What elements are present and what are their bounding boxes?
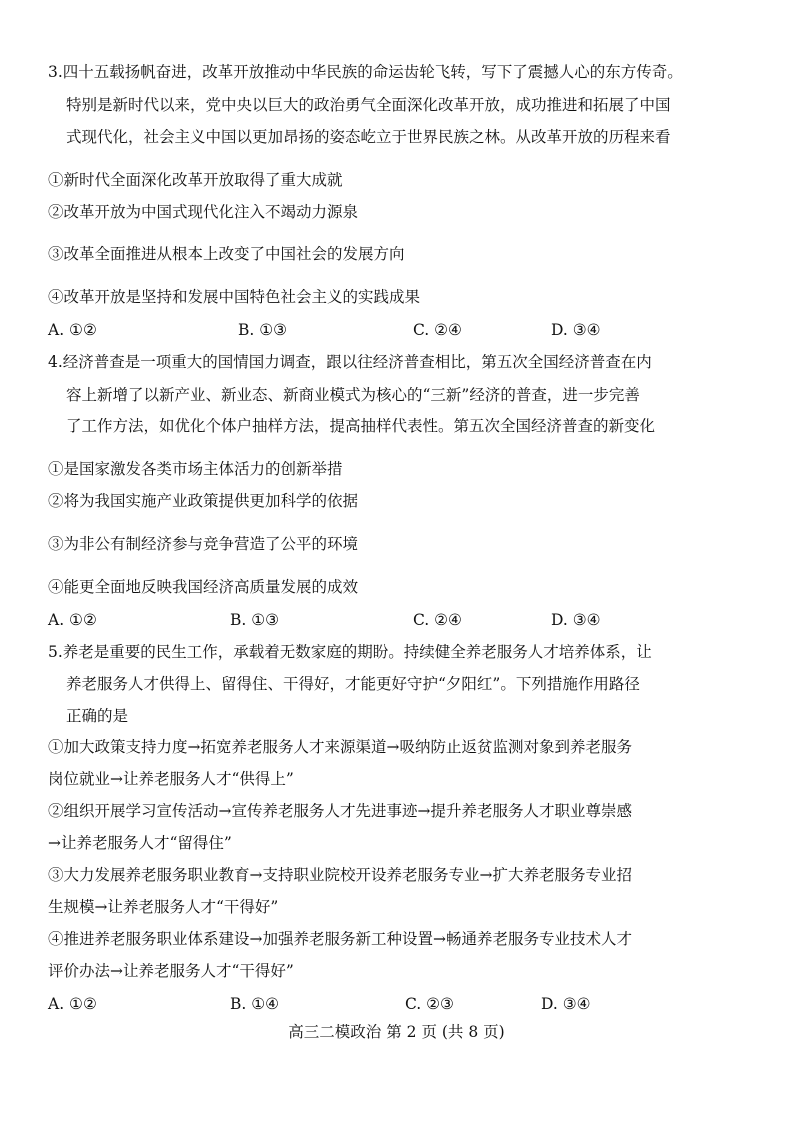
q5-statement-4-line-2: 评价办法→让养老服务人才“干得好” [48,962,294,980]
q3-statement-3: ③改革全面推进从根本上改变了中国社会的发展方向 [48,245,405,263]
q5-statement-3-line-2: 生规模→让养老服务人才“干得好” [48,898,279,916]
q3-statement-4: ④改革开放是坚持和发展中国特色社会主义的实践成果 [48,288,421,306]
q5-number: 5. [48,643,63,661]
q4-statement-2: ②将为我国实施产业政策提供更加科学的依据 [48,492,359,510]
q3-stem-line-1: 3.四十五载扬帆奋进，改革开放推动中华民族的命运齿轮飞转，写下了震撼人心的东方传奇。 [48,63,683,81]
q5-option-a[interactable]: A. ①② [48,995,97,1013]
q4-statement-3: ③为非公有制经济参与竞争营造了公平的环境 [48,535,359,553]
q4-option-c[interactable]: C. ②④ [413,611,462,629]
q3-statement-2: ②改革开放为中国式现代化注入不竭动力源泉 [48,203,359,221]
q5-option-b[interactable]: B. ①④ [230,995,280,1013]
q3-option-a[interactable]: A. ①② [48,321,97,339]
q4-number: 4. [48,353,63,371]
q3-option-c[interactable]: C. ②④ [413,321,462,339]
q5-option-d[interactable]: D. ③④ [541,995,591,1013]
q5-stem-line-2: 养老服务人才供得上、留得住、干得好，才能更好守护“夕阳红”。下列措施作用路径 [66,675,640,693]
page-footer: 高三二模政治 第 2 页 (共 8 页) [288,1023,505,1041]
q4-stem-line-2: 容上新增了以新产业、新业态、新商业模式为核心的“三新”经济的普查，进一步完善 [66,386,640,404]
q4-option-a[interactable]: A. ①② [48,611,97,629]
q5-stem-line-3: 正确的是 [66,707,129,725]
q3-number: 3. [48,63,63,81]
q3-stem-line-2: 特别是新时代以来，党中央以巨大的政治勇气全面深化改革开放，成功推进和拓展了中国 [66,96,671,114]
q3-stem-line-3: 式现代化，社会主义中国以更加昂扬的姿态屹立于世界民族之林。从改革开放的历程来看 [66,128,671,146]
q5-statement-1-line-2: 岗位就业→让养老服务人才“供得上” [48,770,294,788]
q3-option-d[interactable]: D. ③④ [551,321,601,339]
q5-statement-1-line-1: ①加大政策支持力度→拓宽养老服务人才来源渠道→吸纳防止返贫监测对象到养老服务 [48,738,632,756]
q4-option-d[interactable]: D. ③④ [551,611,601,629]
q5-statement-4-line-1: ④推进养老服务职业体系建设→加强养老服务新工种设置→畅通养老服务专业技术人才 [48,930,632,948]
q5-stem-line-1: 5.养老是重要的民生工作，承载着无数家庭的期盼。持续健全养老服务人才培养体系，让 [48,643,652,661]
q4-statement-1: ①是国家激发各类市场主体活力的创新举措 [48,460,343,478]
q5-statement-2-line-1: ②组织开展学习宣传活动→宣传养老服务人才先进事迹→提升养老服务人才职业尊崇感 [48,802,632,820]
q4-stem-line-3: 了工作方法，如优化个体户抽样方法，提高抽样代表性。第五次全国经济普查的新变化 [66,417,656,435]
q5-statement-2-line-2: →让养老服务人才“留得住” [48,834,232,852]
q4-statement-4: ④能更全面地反映我国经济高质量发展的成效 [48,578,359,596]
q4-option-b[interactable]: B. ①③ [230,611,280,629]
q5-statement-3-line-1: ③大力发展养老服务职业教育→支持职业院校开设养老服务专业→扩大养老服务专业招 [48,866,632,884]
q3-option-b[interactable]: B. ①③ [238,321,288,339]
q3-statement-1: ①新时代全面深化改革开放取得了重大成就 [48,171,343,189]
q5-option-c[interactable]: C. ②③ [405,995,454,1013]
q4-stem-line-1: 4.经济普查是一项重大的国情国力调查，跟以往经济普查相比，第五次全国经济普查在内 [48,353,652,371]
